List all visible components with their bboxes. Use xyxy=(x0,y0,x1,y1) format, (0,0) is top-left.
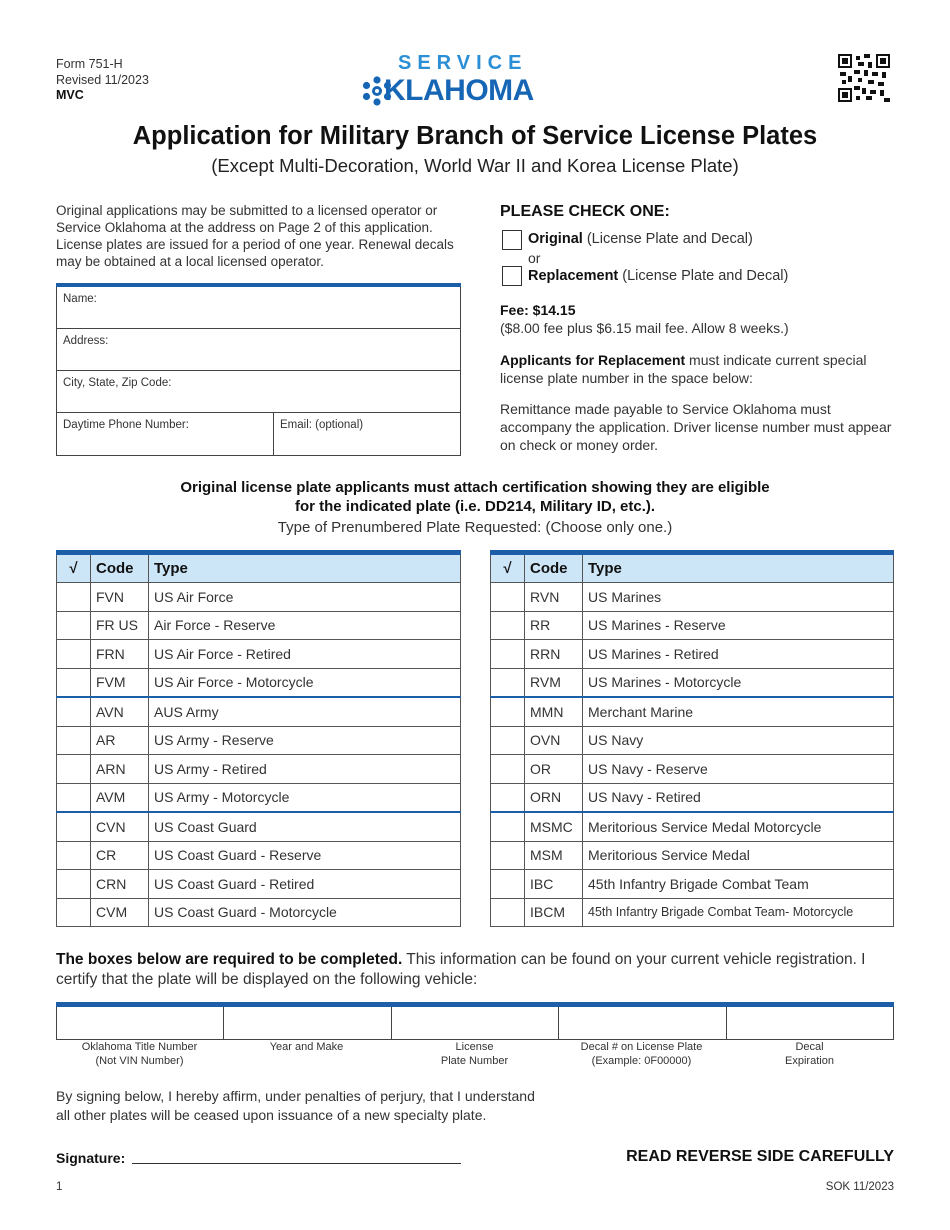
plate-select-checkbox[interactable] xyxy=(491,583,525,612)
table-row xyxy=(491,726,894,755)
plate-type: US Army - Motorcycle xyxy=(149,783,461,812)
vehicle-label-year-make xyxy=(223,1041,390,1055)
original-option xyxy=(528,231,753,247)
plate-select-checkbox[interactable] xyxy=(57,783,91,812)
table-row xyxy=(491,841,894,870)
check-column-header: √ xyxy=(57,553,91,583)
plate-type: US Air Force - Retired xyxy=(149,640,461,669)
replacement-note-text: must indicate current special license plate number in the space below: xyxy=(500,352,867,386)
table-row xyxy=(57,640,461,669)
address-field[interactable] xyxy=(56,329,461,371)
plate-table-right xyxy=(490,550,894,927)
plate-select-checkbox[interactable] xyxy=(57,870,91,899)
replacement-detail: (License Plate and Decal) xyxy=(618,268,789,284)
vehicle-label-line1: License xyxy=(455,1041,494,1053)
table-row xyxy=(57,668,461,697)
table-row xyxy=(57,870,461,899)
form-number: Form 751-H xyxy=(56,57,123,71)
title-number-input[interactable] xyxy=(56,1007,224,1040)
plate-select-checkbox[interactable] xyxy=(491,870,525,899)
plate-code: CRN xyxy=(91,870,149,899)
plate-code: IBCM xyxy=(525,898,583,927)
table-row xyxy=(491,783,894,812)
replacement-option xyxy=(528,268,788,284)
plate-code: RVM xyxy=(525,668,583,697)
plate-code: IBC xyxy=(525,870,583,899)
vehicle-intro-text: This information can be found on your current vehicle registration. I certify that the plate will be displayed on the following vehicle: xyxy=(56,951,866,988)
plate-type: US Navy - Retired xyxy=(583,783,894,812)
plate-select-checkbox[interactable] xyxy=(491,640,525,669)
city-label: City, State, Zip Code: xyxy=(63,377,172,389)
plate-select-checkbox[interactable] xyxy=(491,898,525,927)
replacement-checkbox[interactable] xyxy=(502,266,522,286)
name-label: Name: xyxy=(63,293,97,305)
plate-code: MMN xyxy=(525,697,583,726)
plate-code: FR US xyxy=(91,611,149,640)
city-state-zip-field[interactable] xyxy=(56,371,461,413)
footer-code: SOK 11/2023 xyxy=(825,1181,894,1193)
plate-code: AR xyxy=(91,726,149,755)
plate-code: MSMC xyxy=(525,812,583,841)
decal-number-input[interactable] xyxy=(559,1007,726,1040)
table-row xyxy=(57,841,461,870)
vehicle-intro-bold: The boxes below are required to be completed. xyxy=(56,951,403,968)
plate-type: US Air Force xyxy=(149,583,461,612)
original-label: Original xyxy=(528,231,583,247)
plate-type: 45th Infantry Brigade Combat Team xyxy=(583,870,894,899)
affirmation-line-2: all other plates will be ceased upon issuance of a new specialty plate. xyxy=(56,1107,487,1123)
read-reverse-note: READ REVERSE SIDE CAREFULLY xyxy=(626,1148,894,1165)
service-oklahoma-logo xyxy=(362,52,582,112)
plate-code: ORN xyxy=(525,783,583,812)
plate-select-checkbox[interactable] xyxy=(491,668,525,697)
table-row xyxy=(57,726,461,755)
plate-type: AUS Army xyxy=(149,697,461,726)
plate-select-checkbox[interactable] xyxy=(491,697,525,726)
vehicle-label-line1: Decal # on License Plate xyxy=(580,1041,703,1053)
code-column-header: Code xyxy=(525,553,583,583)
plate-code: RRN xyxy=(525,640,583,669)
plate-type-instruction: Type of Prenumbered Plate Requested: (Choose only one.) xyxy=(277,519,673,536)
applicant-fields xyxy=(56,283,461,431)
signature-line[interactable] xyxy=(132,1163,461,1164)
phone-label: Daytime Phone Number: xyxy=(63,419,189,431)
table-row xyxy=(491,668,894,697)
plate-code: FVM xyxy=(91,668,149,697)
code-column-header: Code xyxy=(91,553,149,583)
plate-code: FVN xyxy=(91,583,149,612)
plate-type: US Marines - Motorcycle xyxy=(583,668,894,697)
table-row xyxy=(491,697,894,726)
plate-code: AVN xyxy=(91,697,149,726)
fee-detail: ($8.00 fee plus $6.15 mail fee. Allow 8 weeks.) xyxy=(500,320,789,336)
type-column-header: Type xyxy=(149,553,461,583)
intro-text: Original applications may be submitted to a licensed operator or Service Oklahoma at the address on Page 2 of this application. License plates are issued for a period of one year. Renewal decals may be obtained at a local licensed operator. xyxy=(56,203,454,269)
table-row xyxy=(491,611,894,640)
plate-select-checkbox[interactable] xyxy=(491,726,525,755)
plate-type: US Marines - Reserve xyxy=(583,611,894,640)
table-header-row xyxy=(491,553,894,583)
vehicle-label-line2: (Not VIN Number) xyxy=(95,1054,184,1067)
plate-select-checkbox[interactable] xyxy=(57,668,91,697)
vehicle-label-decal-expiration xyxy=(726,1041,893,1068)
plate-select-checkbox[interactable] xyxy=(491,611,525,640)
plate-select-checkbox[interactable] xyxy=(57,726,91,755)
vehicle-label-line1: Oklahoma Title Number xyxy=(81,1041,198,1053)
address-label: Address: xyxy=(63,335,109,347)
type-column-header: Type xyxy=(583,553,894,583)
plate-select-checkbox[interactable] xyxy=(57,583,91,612)
plate-type: US Coast Guard - Reserve xyxy=(149,841,461,870)
check-column-header: √ xyxy=(491,553,525,583)
page-subtitle: (Except Multi-Decoration, World War II and Korea License Plate) xyxy=(211,155,739,176)
plate-select-checkbox[interactable] xyxy=(57,611,91,640)
plate-code: CVM xyxy=(91,898,149,927)
table-row xyxy=(57,697,461,726)
or-text: or xyxy=(528,250,541,266)
replacement-label: Replacement xyxy=(528,268,619,284)
plate-type: US Marines xyxy=(583,583,894,612)
original-checkbox[interactable] xyxy=(502,230,522,250)
check-one-title: PLEASE CHECK ONE: xyxy=(500,203,670,220)
page-number: 1 xyxy=(56,1181,63,1193)
qr-code-icon xyxy=(838,54,890,102)
plate-type: US Army - Reserve xyxy=(149,726,461,755)
table-row xyxy=(57,611,461,640)
year-make-input[interactable] xyxy=(224,1007,391,1040)
table-row xyxy=(491,812,894,841)
plate-type: US Marines - Retired xyxy=(583,640,894,669)
plate-type: Air Force - Reserve xyxy=(149,611,461,640)
plate-type: Merchant Marine xyxy=(583,697,894,726)
table-row xyxy=(491,640,894,669)
vehicle-label-plate xyxy=(391,1041,558,1068)
plate-select-checkbox[interactable] xyxy=(57,898,91,927)
email-label: Email: (optional) xyxy=(280,419,364,431)
plate-code: RVN xyxy=(525,583,583,612)
logo-oklahoma-text: KLAHOMA xyxy=(384,74,534,107)
decal-expiration-input[interactable] xyxy=(727,1007,894,1040)
plate-type: US Air Force - Motorcycle xyxy=(149,668,461,697)
phone-field[interactable] xyxy=(56,413,274,456)
table-row xyxy=(57,898,461,927)
original-detail: (License Plate and Decal) xyxy=(582,231,753,247)
plate-number-input[interactable] xyxy=(392,1007,559,1040)
name-field[interactable] xyxy=(56,287,461,329)
plate-type: US Coast Guard xyxy=(149,812,461,841)
plate-type: Meritorious Service Medal Motorcycle xyxy=(583,812,894,841)
vehicle-label-line2: Expiration xyxy=(785,1054,834,1067)
logo-service-text: SERVICE xyxy=(398,52,528,74)
page-title: Application for Military Branch of Service License Plates xyxy=(132,122,818,150)
vehicle-info-boxes xyxy=(56,1002,894,1040)
plate-code: OVN xyxy=(525,726,583,755)
plate-select-checkbox[interactable] xyxy=(57,812,91,841)
plate-code: CR xyxy=(91,841,149,870)
fee-label: Fee: $14.15 xyxy=(500,302,576,318)
vehicle-label-line1: Decal xyxy=(795,1041,824,1053)
signature-label: Signature: xyxy=(56,1150,126,1166)
vehicle-label-line2: (Example: 0F00000) xyxy=(591,1054,692,1067)
table-row xyxy=(491,583,894,612)
plate-select-checkbox[interactable] xyxy=(57,841,91,870)
table-row xyxy=(57,583,461,612)
plate-code: FRN xyxy=(91,640,149,669)
plate-code: AVM xyxy=(91,783,149,812)
plate-type: 45th Infantry Brigade Combat Team- Motorcycle xyxy=(583,898,894,927)
affirmation-text xyxy=(56,1087,616,1125)
plate-select-checkbox[interactable] xyxy=(57,640,91,669)
plate-select-checkbox[interactable] xyxy=(57,755,91,784)
table-row xyxy=(57,783,461,812)
table-row xyxy=(491,870,894,899)
table-row xyxy=(57,755,461,784)
form-meta xyxy=(56,57,149,104)
fee-block xyxy=(500,301,900,337)
form-division: MVC xyxy=(56,88,84,102)
table-row xyxy=(57,812,461,841)
plate-code: ARN xyxy=(91,755,149,784)
plate-type: US Navy xyxy=(583,726,894,755)
table-row xyxy=(491,898,894,927)
affirmation-line-1: By signing below, I hereby affirm, under penalties of perjury, that I understand xyxy=(56,1088,535,1104)
plate-select-checkbox[interactable] xyxy=(491,783,525,812)
plate-select-checkbox[interactable] xyxy=(491,841,525,870)
vehicle-label-line2: Plate Number xyxy=(440,1054,509,1067)
vehicle-label-title xyxy=(56,1041,223,1068)
table-row xyxy=(491,755,894,784)
table-header-row xyxy=(57,553,461,583)
remittance-note: Remittance made payable to Service Oklahoma must accompany the application. Driver license number must appear on check or money order. xyxy=(500,401,892,453)
certification-note-2: for the indicated plate (i.e. DD214, Military ID, etc.). xyxy=(294,498,656,515)
vehicle-intro xyxy=(56,950,896,990)
plate-type: Meritorious Service Medal xyxy=(583,841,894,870)
plate-code: CVN xyxy=(91,812,149,841)
certification-note-1: Original license plate applicants must attach certification showing they are eligible xyxy=(180,479,770,496)
vehicle-label-decal-number xyxy=(558,1041,725,1068)
plate-type: US Coast Guard - Retired xyxy=(149,870,461,899)
plate-type: US Army - Retired xyxy=(149,755,461,784)
plate-table-left xyxy=(56,550,461,927)
plate-select-checkbox[interactable] xyxy=(491,755,525,784)
replacement-note xyxy=(500,351,900,387)
vehicle-label-line1: Year and Make xyxy=(269,1041,344,1053)
plate-type: US Coast Guard - Motorcycle xyxy=(149,898,461,927)
replacement-note-bold: Applicants for Replacement xyxy=(500,352,686,368)
email-field[interactable] xyxy=(273,413,461,456)
plate-select-checkbox[interactable] xyxy=(57,697,91,726)
form-revised: Revised 11/2023 xyxy=(56,72,149,87)
plate-select-checkbox[interactable] xyxy=(491,812,525,841)
plate-code: OR xyxy=(525,755,583,784)
plate-type: US Navy - Reserve xyxy=(583,755,894,784)
plate-code: RR xyxy=(525,611,583,640)
plate-code: MSM xyxy=(525,841,583,870)
